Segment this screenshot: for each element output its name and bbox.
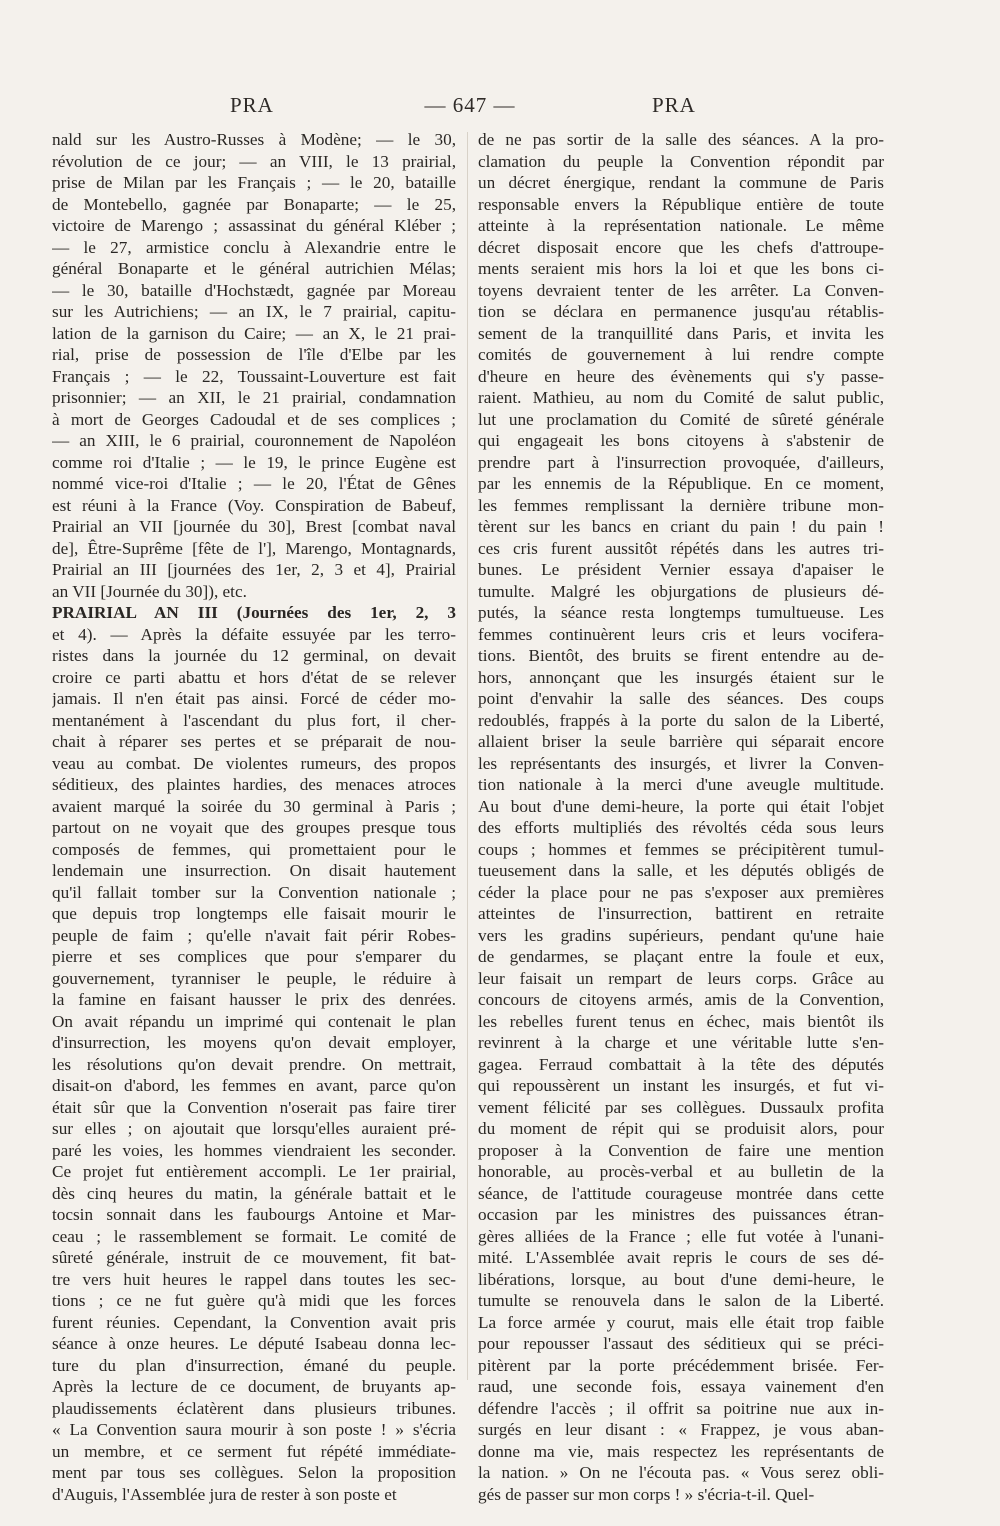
- text-line: raud, une seconde fois, essaya vainement d'en: [478, 1377, 884, 1396]
- text-line: plaudissements éclatèrent dans plusieurs tribunes.: [52, 1398, 456, 1418]
- text-line: honorable, au procès-verbal et au bulletin de la: [478, 1162, 884, 1181]
- text-line: et 4). — Après la défaite essuyée par les terro-: [52, 624, 456, 644]
- text-line: nommé vice-roi d'Italie ; — le 20, l'État de Gênes: [52, 474, 456, 493]
- text-line: que depuis trop longtemps elle faisait mourir le: [52, 904, 456, 923]
- running-head-right: PRA: [652, 93, 696, 117]
- text-line: croire ce parti abattu et hors d'état de se relever: [52, 667, 456, 687]
- text-line: révolution de ce jour; — an VIII, le 13 prairial,: [52, 151, 456, 171]
- text-line: paré les voies, les hommes viendraient les seconder.: [52, 1140, 456, 1160]
- text-line: les représentants des insurgés, et livrer la Conven-: [478, 753, 884, 773]
- text-line: tèrent sur les bancs en criant du pain ! du pain !: [478, 517, 884, 536]
- text-line: sûreté générale, instruit de ce mouvement, fit bat-: [52, 1248, 456, 1267]
- text-line: Au bout d'une demi-heure, la porte qui était l'objet: [478, 796, 884, 816]
- text-line: Ce projet fut entièrement accompli. Le 1er prairial,: [52, 1162, 456, 1181]
- text-line: ristes dans la journée du 12 germinal, on devait: [52, 646, 456, 665]
- text-line: de], Être-Suprême [fête de l'], Marengo, Montagnards,: [52, 538, 456, 558]
- text-line: par les ennemis de la République. En ce moment,: [478, 474, 884, 493]
- text-line: mentanément à l'ascendant du plus fort, il cher-: [52, 710, 456, 730]
- text-line: toyens devraient tenter de les arrêter. La Conven-: [478, 280, 884, 300]
- text-line: Après la lecture de ce document, de bruyants ap-: [52, 1377, 456, 1396]
- text-line: tueusement dans la salle, et les députés obligés de: [478, 861, 884, 880]
- text-line: ces cris furent aussitôt répétés dans les autres tri-: [478, 538, 884, 558]
- text-line: redoublés, frappés à la porte du salon de la Liberté,: [478, 710, 884, 730]
- text-line: général Bonaparte et le général autrichien Mélas;: [52, 259, 456, 278]
- text-line: clamation du peuple la Convention répondit par: [478, 151, 884, 171]
- text-line: gouvernement, tyranniser le peuple, le réduire à: [52, 968, 456, 988]
- text-line: lendemain une insurrection. On disait hautement: [52, 861, 456, 880]
- text-line: pour repousser l'assaut des séditieux qui se préci-: [478, 1334, 884, 1353]
- column-divider: [467, 132, 468, 1380]
- text-line: La force armée y courut, mais elle était trop faible: [478, 1312, 884, 1332]
- text-line: qui repoussèrent un instant les insurgés, et fut vi-: [478, 1076, 884, 1095]
- text-line: atteinte à la représentation nationale. Le même: [478, 216, 884, 235]
- text-line: pierre et ses complices que pour s'emparer du: [52, 947, 456, 966]
- text-line: libérations, lorsque, au bout d'une demi-heure, le: [478, 1269, 884, 1289]
- text-line: surgés en leur disant : « Frappez, je vous aban-: [478, 1420, 884, 1439]
- text-line: les résolutions qu'on devait prendre. On mettrait,: [52, 1054, 456, 1074]
- text-line: des efforts multipliés des révoltés céda sous leurs: [478, 818, 884, 837]
- text-line: Prairial an III [journées des 1er, 2, 3 et 4], Prairial: [52, 560, 456, 579]
- text-line: revinrent à la charge et une véritable lutte s'en-: [478, 1033, 884, 1052]
- text-line: qui engageait les bons citoyens à s'abstenir de: [478, 431, 884, 450]
- text-line: leur faisait un rempart de leurs corps. Grâce au: [478, 968, 884, 988]
- text-line: femmes continuèrent leurs cris et leurs vocifera-: [478, 624, 884, 644]
- text-line: ments seraient mis hors la loi et que les bons ci-: [478, 259, 884, 278]
- text-line: tumulte se renouvela dans le salon de la Liberté.: [478, 1291, 884, 1310]
- text-line: ceau ; le rassemblement se formait. Le comité de: [52, 1226, 456, 1246]
- text-line: PRAIRIAL AN III (Journées des 1er, 2, 3: [52, 603, 456, 622]
- text-line: est réuni à la France (Voy. Conspiration de Babeuf,: [52, 495, 456, 515]
- text-line: d'Auguis, l'Assemblée jura de rester à son poste et: [52, 1484, 397, 1504]
- text-line: lation de la garnison du Caire; — an X, le 21 prai-: [52, 323, 456, 343]
- text-line: responsable envers la République entière de toute: [478, 194, 884, 214]
- text-line: atteintes de l'insurrection, battirent en retraite: [478, 904, 884, 923]
- text-line: tions ; ce ne fut guère qu'à midi que les forces: [52, 1291, 456, 1310]
- text-line: séance, de l'attitude courageuse montrée dans cette: [478, 1183, 884, 1203]
- left-column: [52, 129, 456, 1505]
- text-line: hors, annonçant que les insurgés étaient sur le: [478, 667, 884, 687]
- text-line: tion se déclara en permanence jusqu'au rétablis-: [478, 302, 884, 321]
- text-line: séditieux, des plaintes hardies, des menaces atroces: [52, 775, 456, 794]
- text-line: avaient marqué la soirée du 30 germinal à Paris ;: [52, 796, 456, 816]
- text-line: donne ma vie, mais respectez les représentants de: [478, 1441, 884, 1461]
- right-column: [478, 129, 884, 1505]
- text-line: gères alliées de la France ; elle fut votée à l'unani-: [478, 1226, 884, 1246]
- text-line: tre vers huit heures le rappel dans toutes les sec-: [52, 1269, 456, 1289]
- text-line: jamais. Il n'en était pas ainsi. Forcé de céder mo-: [52, 689, 456, 708]
- text-line: à mort de Georges Cadoudal et de ses complices ;: [52, 409, 456, 429]
- text-line: lut une proclamation du Comité de sûreté générale: [478, 409, 884, 429]
- text-line: ment par tous ses collègues. Selon la proposition: [52, 1463, 456, 1482]
- text-line: un membre, et ce serment fut répété immédiate-: [52, 1441, 456, 1461]
- text-line: dès cinq heures du matin, la générale battait et le: [52, 1183, 456, 1203]
- text-line: chait à réparer ses pertes et se préparait de nou-: [52, 732, 456, 751]
- text-line: sement de la tranquillité dans Paris, et invita les: [478, 323, 884, 343]
- text-line: furent réunies. Cependant, la Convention avait pris: [52, 1312, 456, 1332]
- running-head-left: PRA: [230, 93, 274, 117]
- text-line: de Montebello, gagnée par Bonaparte; — le 25,: [52, 194, 456, 214]
- text-line: Prairial an VII [journée du 30], Brest [combat naval: [52, 517, 456, 536]
- text-line: sur les Autrichiens; — an IX, le 7 prairial, capitu-: [52, 302, 456, 321]
- text-line: bunes. Le président Vernier essaya d'apaiser le: [478, 560, 884, 579]
- text-line: rial, prise de possession de l'île d'Elbe par les: [52, 345, 456, 364]
- text-line: vers les gradins supérieurs, pendant qu'une haie: [478, 925, 884, 945]
- text-line: un décret énergique, rendant la commune de Paris: [478, 173, 884, 192]
- text-line: ture du plan d'insurrection, émané du peuple.: [52, 1355, 456, 1375]
- text-line: mité. L'Assemblée avait repris le cours de ses dé-: [478, 1248, 884, 1267]
- text-line: de gendarmes, se plaçant entre la foule et eux,: [478, 947, 884, 966]
- text-line: tumulte. Malgré les objurgations de plusieurs dé-: [478, 581, 884, 601]
- text-line: gés de passer sur mon corps ! » s'écria-t-il. Quel-: [478, 1484, 815, 1504]
- text-line: séance à onze heures. Le député Isabeau donna lec-: [52, 1334, 456, 1353]
- text-line: tion nationale à la merci d'une aveugle multitude.: [478, 775, 884, 794]
- text-line: allaient briser la seule barrière qui séparait encore: [478, 732, 884, 751]
- text-line: prise de Milan par les Français ; — le 20, bataille: [52, 173, 456, 192]
- text-line: défendre l'accès ; il offrit sa poitrine nue aux in-: [478, 1398, 884, 1418]
- text-line: concours de citoyens armés, amis de la Convention,: [478, 990, 884, 1009]
- text-line: veau au combat. De violentes rumeurs, des propos: [52, 753, 456, 773]
- text-line: du moment de répit qui se produisit alors, pour: [478, 1119, 884, 1138]
- text-line: d'insurrection, les moyens qu'on devait employer,: [52, 1033, 456, 1052]
- text-line: disait-on d'abord, les femmes en avant, parce qu'on: [52, 1076, 456, 1095]
- text-line: prendre part à l'insurrection provoquée, d'ailleurs,: [478, 452, 884, 472]
- text-line: occasion par les ministres des puissances étran-: [478, 1205, 884, 1224]
- text-line: de ne pas sortir de la salle des séances. A la pro-: [478, 130, 884, 149]
- text-line: putés, la séance resta longtemps tumultueuse. Les: [478, 603, 884, 622]
- text-line: était sûr que la Convention n'oserait pas faire tirer: [52, 1097, 456, 1117]
- text-line: les femmes remplissant la dernière tribune mon-: [478, 495, 884, 515]
- text-line: victoire de Marengo ; assassinat du général Kléber ;: [52, 216, 456, 235]
- text-line: On avait répandu un imprimé qui contenait le plan: [52, 1011, 456, 1031]
- text-line: — an XIII, le 6 prairial, couronnement de Napoléon: [52, 431, 456, 450]
- text-line: nald sur les Austro-Russes à Modène; — le 30,: [52, 130, 456, 149]
- text-line: — le 27, armistice conclu à Alexandrie entre le: [52, 237, 456, 257]
- text-line: — le 30, bataille d'Hochstædt, gagnée par Moreau: [52, 280, 456, 300]
- text-line: comme roi d'Italie ; — le 19, le prince Eugène est: [52, 452, 456, 472]
- text-line: composés de femmes, qui promettaient pour le: [52, 839, 456, 859]
- text-line: Français ; — le 22, Toussaint-Louverture est fait: [52, 366, 456, 386]
- text-line: « La Convention saura mourir à son poste ! » s'écria: [52, 1420, 456, 1439]
- text-line: les rebelles furent tenus en échec, mais bientôt ils: [478, 1011, 884, 1031]
- text-line: tocsin sonnait dans les faubourgs Antoine et Mar-: [52, 1205, 456, 1224]
- text-line: d'heure en heure des évènements qui s'y passe-: [478, 366, 884, 386]
- text-line: sur elles ; on ajoutait que lorsqu'elles auraient pré-: [52, 1119, 456, 1138]
- text-line: vement félicité par ses collègues. Dussaulx profita: [478, 1097, 884, 1117]
- text-line: gagea. Ferraud combattait à la tête des députés: [478, 1054, 884, 1074]
- text-line: prisonnier; — an XII, le 21 prairial, condamnation: [52, 388, 456, 407]
- text-line: décret disposait encore que les chefs d'attroupe-: [478, 237, 884, 257]
- text-line: peuple de faim ; qu'elle n'avait fait périr Robes-: [52, 925, 456, 945]
- text-line: raient. Mathieu, au nom du Comité de salut public,: [478, 388, 884, 407]
- text-line: céder la place pour ne pas s'exposer aux premières: [478, 882, 884, 902]
- page-number: — 647 —: [424, 93, 516, 117]
- text-line: comités de gouvernement à lui rendre compte: [478, 345, 884, 364]
- text-line: tions. Bientôt, des bruits se firent entendre au de-: [478, 646, 884, 665]
- text-line: la famine en faisant hausser le prix des denrées.: [52, 990, 456, 1009]
- text-line: partout on ne voyait que des groupes presque tous: [52, 818, 456, 837]
- text-line: coups ; hommes et femmes se précipitèrent tumul-: [478, 839, 884, 859]
- text-line: point d'envahir la salle des séances. Des coups: [478, 689, 884, 708]
- text-line: qu'il fallait tomber sur la Convention nationale ;: [52, 882, 456, 902]
- text-line: la nation. » On ne l'écouta pas. « Vous serez obli-: [478, 1463, 884, 1482]
- text-line: an VII [Journée du 30]), etc.: [52, 581, 247, 601]
- text-line: proposer à la Convention de faire une mention: [478, 1140, 884, 1160]
- text-line: pitèrent par la porte précédemment brisée. Fer-: [478, 1355, 884, 1375]
